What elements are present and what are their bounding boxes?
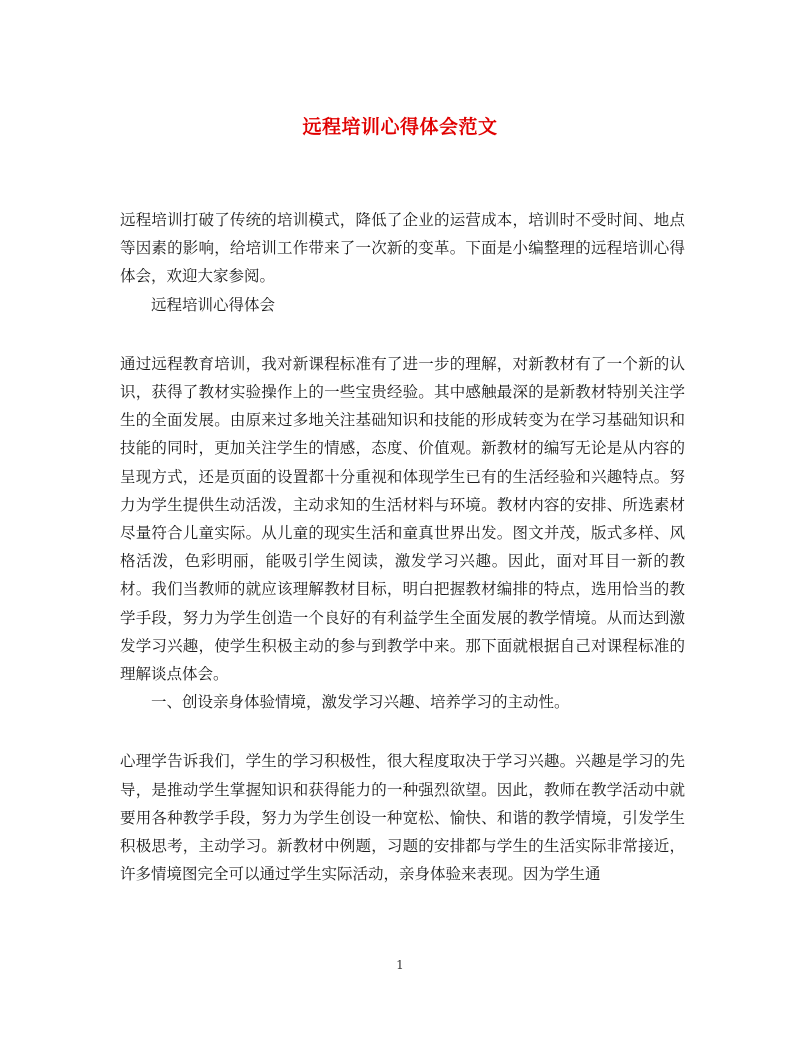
paragraph-gap [120,319,685,350]
document-title: 远程培训心得体会范文 [302,116,498,138]
section-heading: 远程培训心得体会 [151,295,276,314]
document-body [120,206,685,888]
intro-paragraph: 远程培训打破了传统的培训模式，降低了企业的运营成本，培训时不受时间、地点等因素的影响，给培训工作带来了一次新的变革。下面是小编整理的远程培训心得体会，欢迎大家参阅。 [120,211,685,286]
subsection-heading: 一、创设亲身体验情境，激发学习兴趣、培养学习的主动性。 [151,693,570,712]
body-paragraph-2: 心理学告诉我们，学生的学习积极性，很大程度取决于学习兴趣。兴趣是学习的先导，是推动学生掌握知识和获得能力的一种强烈欲望。因此，教师在教学活动中就要用各种教学手段，努力为学生创设一种宽松、愉快、和谐的教学情境，引发学生积极思考，主动学习。新教材中例题，习题的安排都与学生的生活实际非常接近，许多情境图完全可以通过学生实际活动，亲身体验来表现。因为学生通 [120,752,685,884]
body-paragraph-1: 通过远程教育培训，我对新课程标准有了进一步的理解，对新教材有了一个新的认识，获得了教材实验操作上的一些宝贵经验。其中感触最深的是新教材特别关注学生的全面发展。由原来过多地关注基础知识和技能的形成转变为在学习基础知识和技能的同时，更加关注学生的情感，态度、价值观。新教材的编写无论是从内容的呈现方式，还是页面的设置都十分重视和体现学生已有的生活经验和兴趣特点。努力为学生提供生动活泼，主动求知的生活材料与环境。教材内容的安排、所选素材尽量符合儿童实际。从儿童的现实生活和童真世界出发。图文并茂，版式多样、风格活泼，色彩明丽，能吸引学生阅读，激发学习兴趣。因此，面对耳目一新的教材。我们当教师的就应该理解教材目标，明白把握教材编排的特点，选用恰当的教学手段，努力为学生创造一个良好的有利益学生全面发展的教学情境。从而达到激发学习兴趣，使学生积极主动的参与到教学中来。那下面就根据自己对课程标准的理解谈点体会。 [120,354,685,684]
page-number: 1 [396,958,404,972]
paragraph-gap [120,716,685,747]
